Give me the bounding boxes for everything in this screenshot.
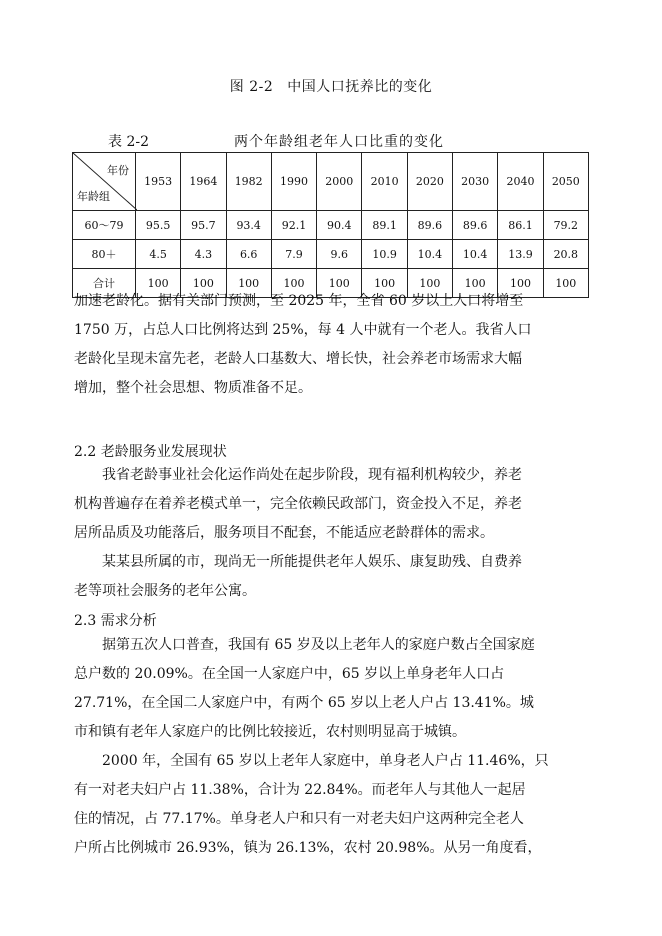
paragraph-aging-forecast (74, 287, 594, 403)
table-cell: 100 (271, 269, 316, 298)
table-cell: 79.2 (543, 211, 588, 240)
row-label: 60～79 (73, 211, 136, 240)
text-line: 1750 万，占总人口比例将达到 25%，每 4 人中就有一个老人。我省人口 (74, 322, 532, 338)
header-year-label: 年份 (106, 164, 129, 177)
table-cell: 100 (498, 269, 543, 298)
text-line: 我省老龄事业社会化运作尚处在起步阶段，现有福利机构较少，养老 (74, 467, 522, 483)
diagonal-header-cell (73, 153, 136, 211)
year-header: 2030 (453, 153, 498, 211)
text-line: 市和镇有老年人家庭户的比例比较接近，农村则明显高于城镇。 (74, 724, 466, 740)
table-cell: 100 (407, 269, 452, 298)
paragraph-county (74, 548, 594, 606)
year-header: 1990 (271, 153, 316, 211)
table-cell: 20.8 (543, 240, 588, 269)
table-cell: 13.9 (498, 240, 543, 269)
table-cell: 100 (181, 269, 226, 298)
year-header: 1982 (226, 153, 271, 211)
text-line: 据第五次人口普查，我国有 65 岁及以上老年人的家庭户数占全国家庭 (74, 637, 535, 653)
text-line: 户所占比例城市 26.93%，镇为 26.13%，农村 20.98%。从另一角度看， (74, 840, 542, 856)
paragraph-2000-households (74, 747, 594, 863)
table-cell: 100 (453, 269, 498, 298)
year-header: 2020 (407, 153, 452, 211)
table-cell: 10.4 (453, 240, 498, 269)
header-age-label: 年龄组 (77, 190, 110, 203)
text-line: 有一对老夫妇户占 11.38%，合计为 22.84%。而老年人与其他人一起居 (74, 782, 526, 798)
text-line: 27.71%，在全国二人家庭户中，有两个 65 岁以上老人户占 13.41%。城 (74, 695, 534, 711)
section-heading-2-3: 2.3 需求分析 (74, 613, 157, 629)
year-header: 2050 (543, 153, 588, 211)
table-cell: 90.4 (317, 211, 362, 240)
text-line: 某某县所属的市，现尚无一所能提供老年人娱乐、康复助残、自费养 (74, 554, 522, 570)
year-header: 2010 (362, 153, 407, 211)
table-cell: 100 (543, 269, 588, 298)
text-line: 居所品质及功能落后，服务项目不配套，不能适应老龄群体的需求。 (74, 525, 494, 541)
table-cell: 95.7 (181, 211, 226, 240)
table-cell: 89.6 (407, 211, 452, 240)
table-row (73, 240, 589, 269)
table-header-row (73, 153, 589, 211)
age-group-table (72, 152, 589, 298)
table-cell: 86.1 (498, 211, 543, 240)
text-line: 老等项社会服务的老年公寓。 (74, 583, 256, 599)
table-title: 两个年龄组老年人口比重的变化 (234, 134, 444, 150)
table-cell: 4.3 (181, 240, 226, 269)
year-header: 2040 (498, 153, 543, 211)
text-line: 2000 年，全国有 65 岁以上老年人家庭中，单身老人户占 11.46%，只 (74, 753, 549, 769)
table-cell: 89.1 (362, 211, 407, 240)
figure-title (0, 76, 662, 96)
paragraph-census (74, 631, 594, 747)
text-line: 住的情况，占 77.17%。单身老人户和只有一对老夫妇户这两种完全老人 (74, 811, 524, 827)
row-label: 合计 (73, 269, 136, 298)
table-cell: 9.6 (317, 240, 362, 269)
text-line: 机构普遍存在着养老模式单一，完全依赖民政部门，资金投入不足，养老 (74, 496, 522, 512)
text-line: 老龄化呈现未富先老，老龄人口基数大、增长快，社会养老市场需求大幅 (74, 351, 522, 367)
text-line: 加速老龄化。据有关部门预测，至 2025 年，全省 60 岁以上人口将增至 (74, 293, 524, 309)
table-cell: 10.9 (362, 240, 407, 269)
table-cell: 95.5 (135, 211, 180, 240)
table-cell: 4.5 (135, 240, 180, 269)
paragraph-service-status (74, 461, 594, 548)
year-header: 2000 (317, 153, 362, 211)
year-header: 1964 (181, 153, 226, 211)
table-caption: 表 2-2 (108, 134, 149, 150)
figure-title-text: 中国人口抚养比的变化 (287, 79, 433, 95)
table-cell: 92.1 (271, 211, 316, 240)
table-cell: 6.6 (226, 240, 271, 269)
table-row (73, 211, 589, 240)
table-cell: 100 (362, 269, 407, 298)
row-label: 80＋ (73, 240, 136, 269)
year-header: 1953 (135, 153, 180, 211)
table-cell: 100 (135, 269, 180, 298)
section-heading-2-2: 2.2 老龄服务业发展现状 (74, 444, 227, 460)
text-line: 总户数的 20.09%。在全国一人家庭户中，65 岁以上单身老年人口占 (74, 666, 505, 682)
table-cell: 100 (226, 269, 271, 298)
table-cell: 7.9 (271, 240, 316, 269)
table-cell: 93.4 (226, 211, 271, 240)
text-line: 增加，整个社会思想、物质准备不足。 (74, 380, 312, 396)
figure-number: 图 2-2 (229, 79, 274, 95)
table-cell: 100 (317, 269, 362, 298)
table-cell: 89.6 (453, 211, 498, 240)
table-cell: 10.4 (407, 240, 452, 269)
